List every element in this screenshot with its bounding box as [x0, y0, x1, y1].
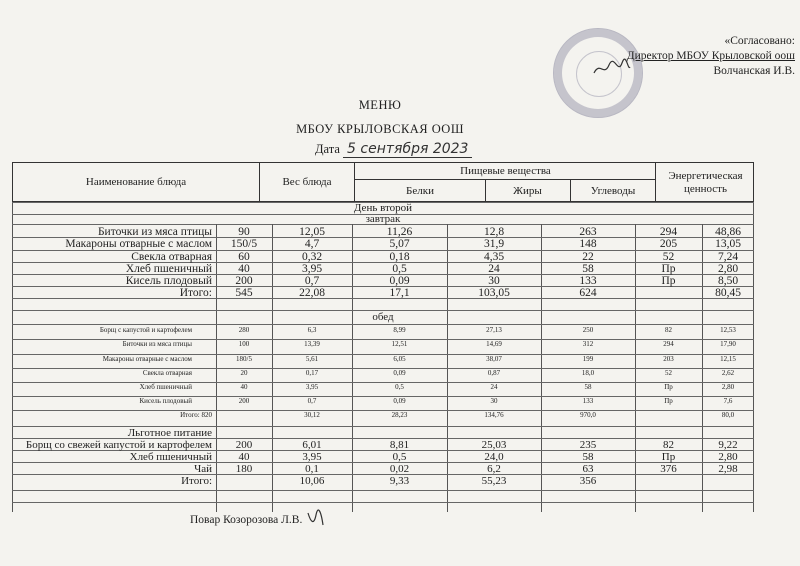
dish-name: Кисель плодовый [125, 275, 212, 287]
header-weight: Вес блюда [260, 163, 355, 201]
dish-name: Биточки из мяса птицы [97, 226, 212, 238]
cell-c2: 3,95 [305, 383, 319, 391]
cell-c1: 100 [238, 340, 250, 348]
cell-c5: 263 [579, 226, 597, 238]
cell-c7: 9,22 [718, 439, 738, 451]
date-value: 5 сентября 2023 [343, 141, 472, 158]
dish-name: Борщ со свежей капустой и картофелем [25, 439, 212, 451]
cell-c4: 25,03 [481, 439, 507, 451]
header-carbs: Углеводы [590, 184, 636, 197]
approval-line-1: «Согласовано: [724, 35, 795, 47]
cell-c3: 6,05 [393, 355, 406, 363]
dish-name: Итого: [179, 287, 212, 299]
cell-c1: 20 [240, 369, 248, 377]
cell-c6: Пр [664, 397, 673, 405]
cell-c2: 0,7 [307, 397, 317, 405]
cell-c7: 12,53 [720, 326, 736, 334]
cell-c4: 134,76 [484, 411, 504, 419]
cell-c3: 0,5 [392, 451, 407, 463]
cell-c6: 294 [663, 340, 674, 348]
cell-c5: 235 [579, 439, 597, 451]
cell-c1: 150/5 [230, 238, 258, 250]
cell-c2: 4,7 [304, 238, 320, 250]
cell-c1: 40 [238, 263, 250, 275]
dish-name: Свекла отварная [142, 369, 192, 377]
section-benefit: Льготное питание [127, 427, 212, 439]
cell-c7: 7,24 [717, 251, 739, 263]
cell-c1: 180 [235, 463, 253, 475]
cell-c2: 13,39 [304, 340, 320, 348]
cell-c1: 40 [240, 383, 248, 391]
section-lunch: обед [372, 311, 394, 323]
cell-c2: 30,12 [304, 411, 320, 419]
cell-c5: 312 [582, 340, 594, 348]
cell-c3: 0,5 [392, 263, 407, 275]
approval-block [555, 34, 795, 79]
cell-c2: 12,05 [299, 226, 325, 238]
header-nutrients: Пищевые вещества [355, 163, 656, 180]
cell-c1: 280 [238, 326, 250, 334]
dish-name: Итого: 820 [180, 411, 212, 419]
cell-c5: 624 [579, 287, 597, 299]
cell-c7: 2,80 [721, 383, 735, 391]
section-breakfast: завтрак [365, 213, 401, 225]
cell-c2: 10,06 [299, 475, 325, 487]
cook-signature-line [190, 509, 327, 529]
cell-c2: 6,01 [302, 439, 322, 451]
cell-c3: 9,33 [389, 475, 410, 487]
cell-c4: 30 [488, 275, 500, 287]
menu-title: МЕНЮ [358, 98, 402, 112]
cell-c4: 0,87 [487, 369, 501, 377]
cell-c4: 6,2 [487, 463, 501, 475]
cell-c4: 24 [490, 383, 498, 391]
cell-c6: 82 [665, 326, 672, 334]
header-protein: Белки [355, 179, 486, 202]
dish-name: Борщ с капустой и картофелем [99, 326, 192, 334]
cell-c2: 0,7 [304, 275, 320, 287]
cell-c2: 22,08 [299, 287, 325, 299]
cell-c6: Пр [664, 383, 673, 391]
cell-c2: 0,1 [305, 463, 319, 475]
cell-c4: 12,8 [483, 226, 505, 238]
cell-c6: 205 [659, 238, 678, 250]
dish-name: Биточки из мяса птицы [122, 340, 192, 348]
header-energy: Энергетическая ценность [668, 169, 743, 195]
cook-name: Повар Козорозова Л.В. [190, 514, 303, 526]
cell-c5: 58 [582, 451, 594, 463]
cell-c3: 0,09 [393, 397, 406, 405]
cell-c6: Пр [661, 275, 676, 287]
dish-name: Кисель плодовый [139, 397, 192, 405]
cell-c7: 80,45 [715, 287, 741, 299]
dish-name: Итого: [181, 475, 212, 487]
cell-c4: 24 [488, 263, 500, 275]
cell-c3: 0,5 [395, 383, 404, 391]
cell-c5: 58 [582, 263, 594, 275]
cell-c3: 12,51 [391, 340, 408, 348]
cell-c3: 0,09 [393, 369, 406, 377]
cell-c3: 17,1 [389, 287, 410, 299]
cell-c5: 58 [584, 383, 592, 391]
cell-c4: 103,05 [478, 287, 510, 299]
cook-signature-mark [305, 509, 327, 529]
cell-c3: 11,26 [386, 226, 413, 238]
cell-c5: 133 [582, 397, 594, 405]
cell-c1: 40 [238, 451, 250, 463]
cell-c2: 3,95 [301, 263, 323, 275]
day-label: День второй [353, 202, 413, 214]
cell-c3: 0,09 [389, 275, 410, 287]
cell-c6: 82 [663, 439, 674, 451]
cell-c1: 90 [238, 226, 250, 238]
cell-c4: 31,9 [483, 238, 505, 250]
cell-c5: 18,0 [581, 369, 595, 377]
cell-c4: 55,23 [481, 475, 507, 487]
cell-c5: 250 [582, 326, 594, 334]
cell-c6: 294 [659, 226, 678, 238]
cell-c4: 38,07 [486, 355, 502, 363]
cell-c3: 5,07 [389, 238, 410, 250]
approval-line-2: Директор МБОУ Крыловской оош [626, 50, 795, 62]
cell-c5: 970,0 [580, 411, 596, 419]
dish-name: Хлеб пшеничный [139, 383, 192, 391]
cell-c5: 199 [582, 355, 594, 363]
date-line [315, 141, 472, 157]
dish-name: Свекла отварная [131, 251, 212, 263]
cell-c3: 8,81 [389, 439, 410, 451]
cell-c2: 6,3 [307, 326, 317, 334]
cell-c5: 63 [582, 463, 594, 475]
cell-c4: 24,0 [484, 451, 504, 463]
cell-c2: 0,17 [305, 369, 319, 377]
dish-name: Чай [194, 463, 212, 475]
dish-name: Хлеб пшеничный [129, 451, 212, 463]
cell-c4: 27,13 [486, 326, 502, 334]
dish-name: Хлеб пшеничный [125, 263, 212, 275]
cell-c6: 376 [660, 463, 677, 475]
dish-name: Макароны отварные с маслом [102, 355, 192, 363]
cell-c2: 5,61 [305, 355, 319, 363]
cell-c1: 545 [235, 287, 253, 299]
cell-c6: 52 [665, 369, 672, 377]
cell-c1: 200 [235, 439, 253, 451]
cell-c7: 2,62 [721, 369, 735, 377]
header-fat: Жиры [485, 179, 571, 202]
cell-c4: 4,35 [483, 251, 505, 263]
cell-c7: 2,80 [717, 263, 739, 275]
cell-c1: 200 [238, 397, 250, 405]
cell-c4: 14,69 [486, 340, 502, 348]
dish-name: Макароны отварные с маслом [65, 238, 212, 250]
date-label: Дата [315, 142, 340, 156]
cell-c7: 2,80 [718, 451, 738, 463]
cell-c2: 0,32 [301, 251, 323, 263]
cell-c5: 356 [579, 475, 597, 487]
cell-c6: Пр [661, 263, 676, 275]
table-header [12, 162, 754, 202]
cell-c5: 22 [582, 251, 594, 263]
cell-c7: 7,6 [723, 397, 733, 405]
cell-c1: 180/5 [236, 355, 252, 363]
cell-c7: 48,86 [715, 226, 741, 238]
cell-c1: 60 [238, 251, 250, 263]
cell-c5: 133 [579, 275, 597, 287]
cell-c3: 8,99 [393, 326, 406, 334]
approval-line-3: Волчанская И.В. [713, 65, 795, 77]
cell-c7: 2,98 [718, 463, 738, 475]
cell-c3: 28,23 [391, 411, 408, 419]
cell-c7: 8,50 [717, 275, 739, 287]
cell-c3: 0,02 [389, 463, 410, 475]
cell-c6: 203 [663, 355, 674, 363]
cell-c7: 12,15 [720, 355, 736, 363]
school-name: МБОУ КРЫЛОВСКАЯ ООШ [296, 122, 464, 136]
cell-c6: Пр [661, 451, 676, 463]
cell-c5: 148 [579, 238, 597, 250]
cell-c3: 0,18 [389, 251, 410, 263]
cell-c7: 13,05 [715, 238, 741, 250]
cell-c1: 200 [235, 275, 253, 287]
cell-c4: 30 [490, 397, 498, 405]
cell-c7: 80,0 [721, 411, 735, 419]
cell-c2: 3,95 [302, 451, 322, 463]
header-name: Наименование блюда [13, 163, 260, 201]
cell-c7: 17,90 [720, 340, 736, 348]
cell-c6: 52 [662, 251, 675, 263]
